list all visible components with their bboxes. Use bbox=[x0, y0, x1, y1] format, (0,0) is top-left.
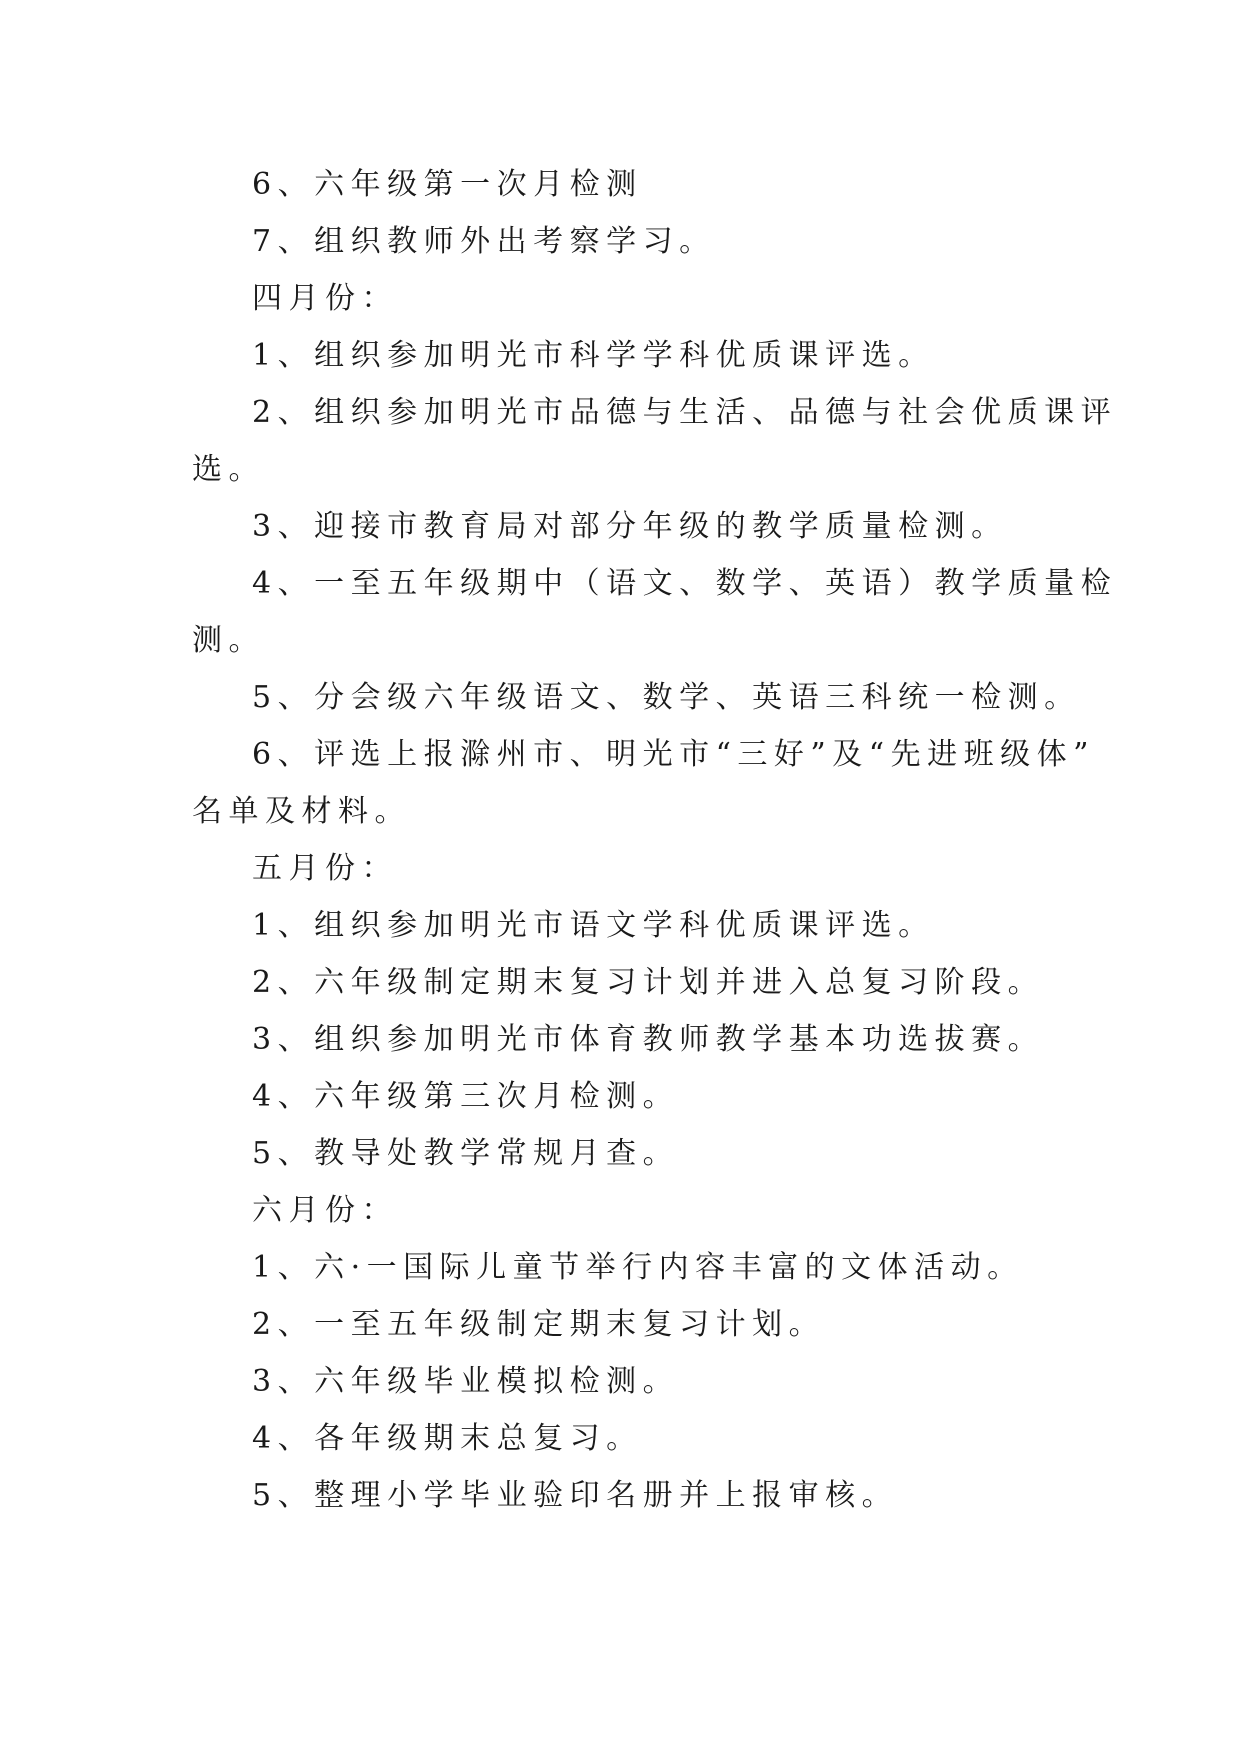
list-item: 4、一至五年级期中（语文、数学、英语）教学质量检 bbox=[252, 566, 1118, 601]
list-item: 2、六年级制定期末复习计划并进入总复习阶段。 bbox=[252, 965, 1045, 1000]
section-heading-may: 五月份： bbox=[252, 851, 398, 886]
list-item: 3、迎接市教育局对部分年级的教学质量检测。 bbox=[252, 509, 1008, 544]
list-item: 7、组织教师外出考察学习。 bbox=[252, 224, 716, 259]
list-item: 2、一至五年级制定期末复习计划。 bbox=[252, 1307, 826, 1342]
list-item: 2、组织参加明光市品德与生活、品德与社会优质课评 bbox=[252, 395, 1118, 430]
list-item: 1、六·一国际儿童节举行内容丰富的文体活动。 bbox=[252, 1250, 1024, 1285]
list-item: 5、整理小学毕业验印名册并上报审核。 bbox=[252, 1478, 899, 1513]
list-item: 1、组织参加明光市科学学科优质课评选。 bbox=[252, 338, 935, 373]
list-item-continuation: 测。 bbox=[192, 623, 265, 658]
list-item: 3、组织参加明光市体育教师教学基本功选拔赛。 bbox=[252, 1022, 1045, 1057]
list-item: 5、分会级六年级语文、数学、英语三科统一检测。 bbox=[252, 680, 1081, 715]
section-heading-june: 六月份： bbox=[252, 1193, 398, 1228]
list-item: 5、教导处教学常规月查。 bbox=[252, 1136, 680, 1171]
list-item: 6、评选上报滁州市、明光市“三好”及“先进班级体” bbox=[252, 737, 1095, 772]
section-heading-april: 四月份： bbox=[252, 281, 398, 316]
list-item: 6、六年级第一次月检测 bbox=[252, 167, 643, 202]
list-item: 4、各年级期末总复习。 bbox=[252, 1421, 643, 1456]
list-item: 1、组织参加明光市语文学科优质课评选。 bbox=[252, 908, 935, 943]
list-item-continuation: 名单及材料。 bbox=[192, 794, 411, 829]
list-item: 3、六年级毕业模拟检测。 bbox=[252, 1364, 680, 1399]
list-item-continuation: 选。 bbox=[192, 452, 265, 487]
list-item: 4、六年级第三次月检测。 bbox=[252, 1079, 680, 1114]
